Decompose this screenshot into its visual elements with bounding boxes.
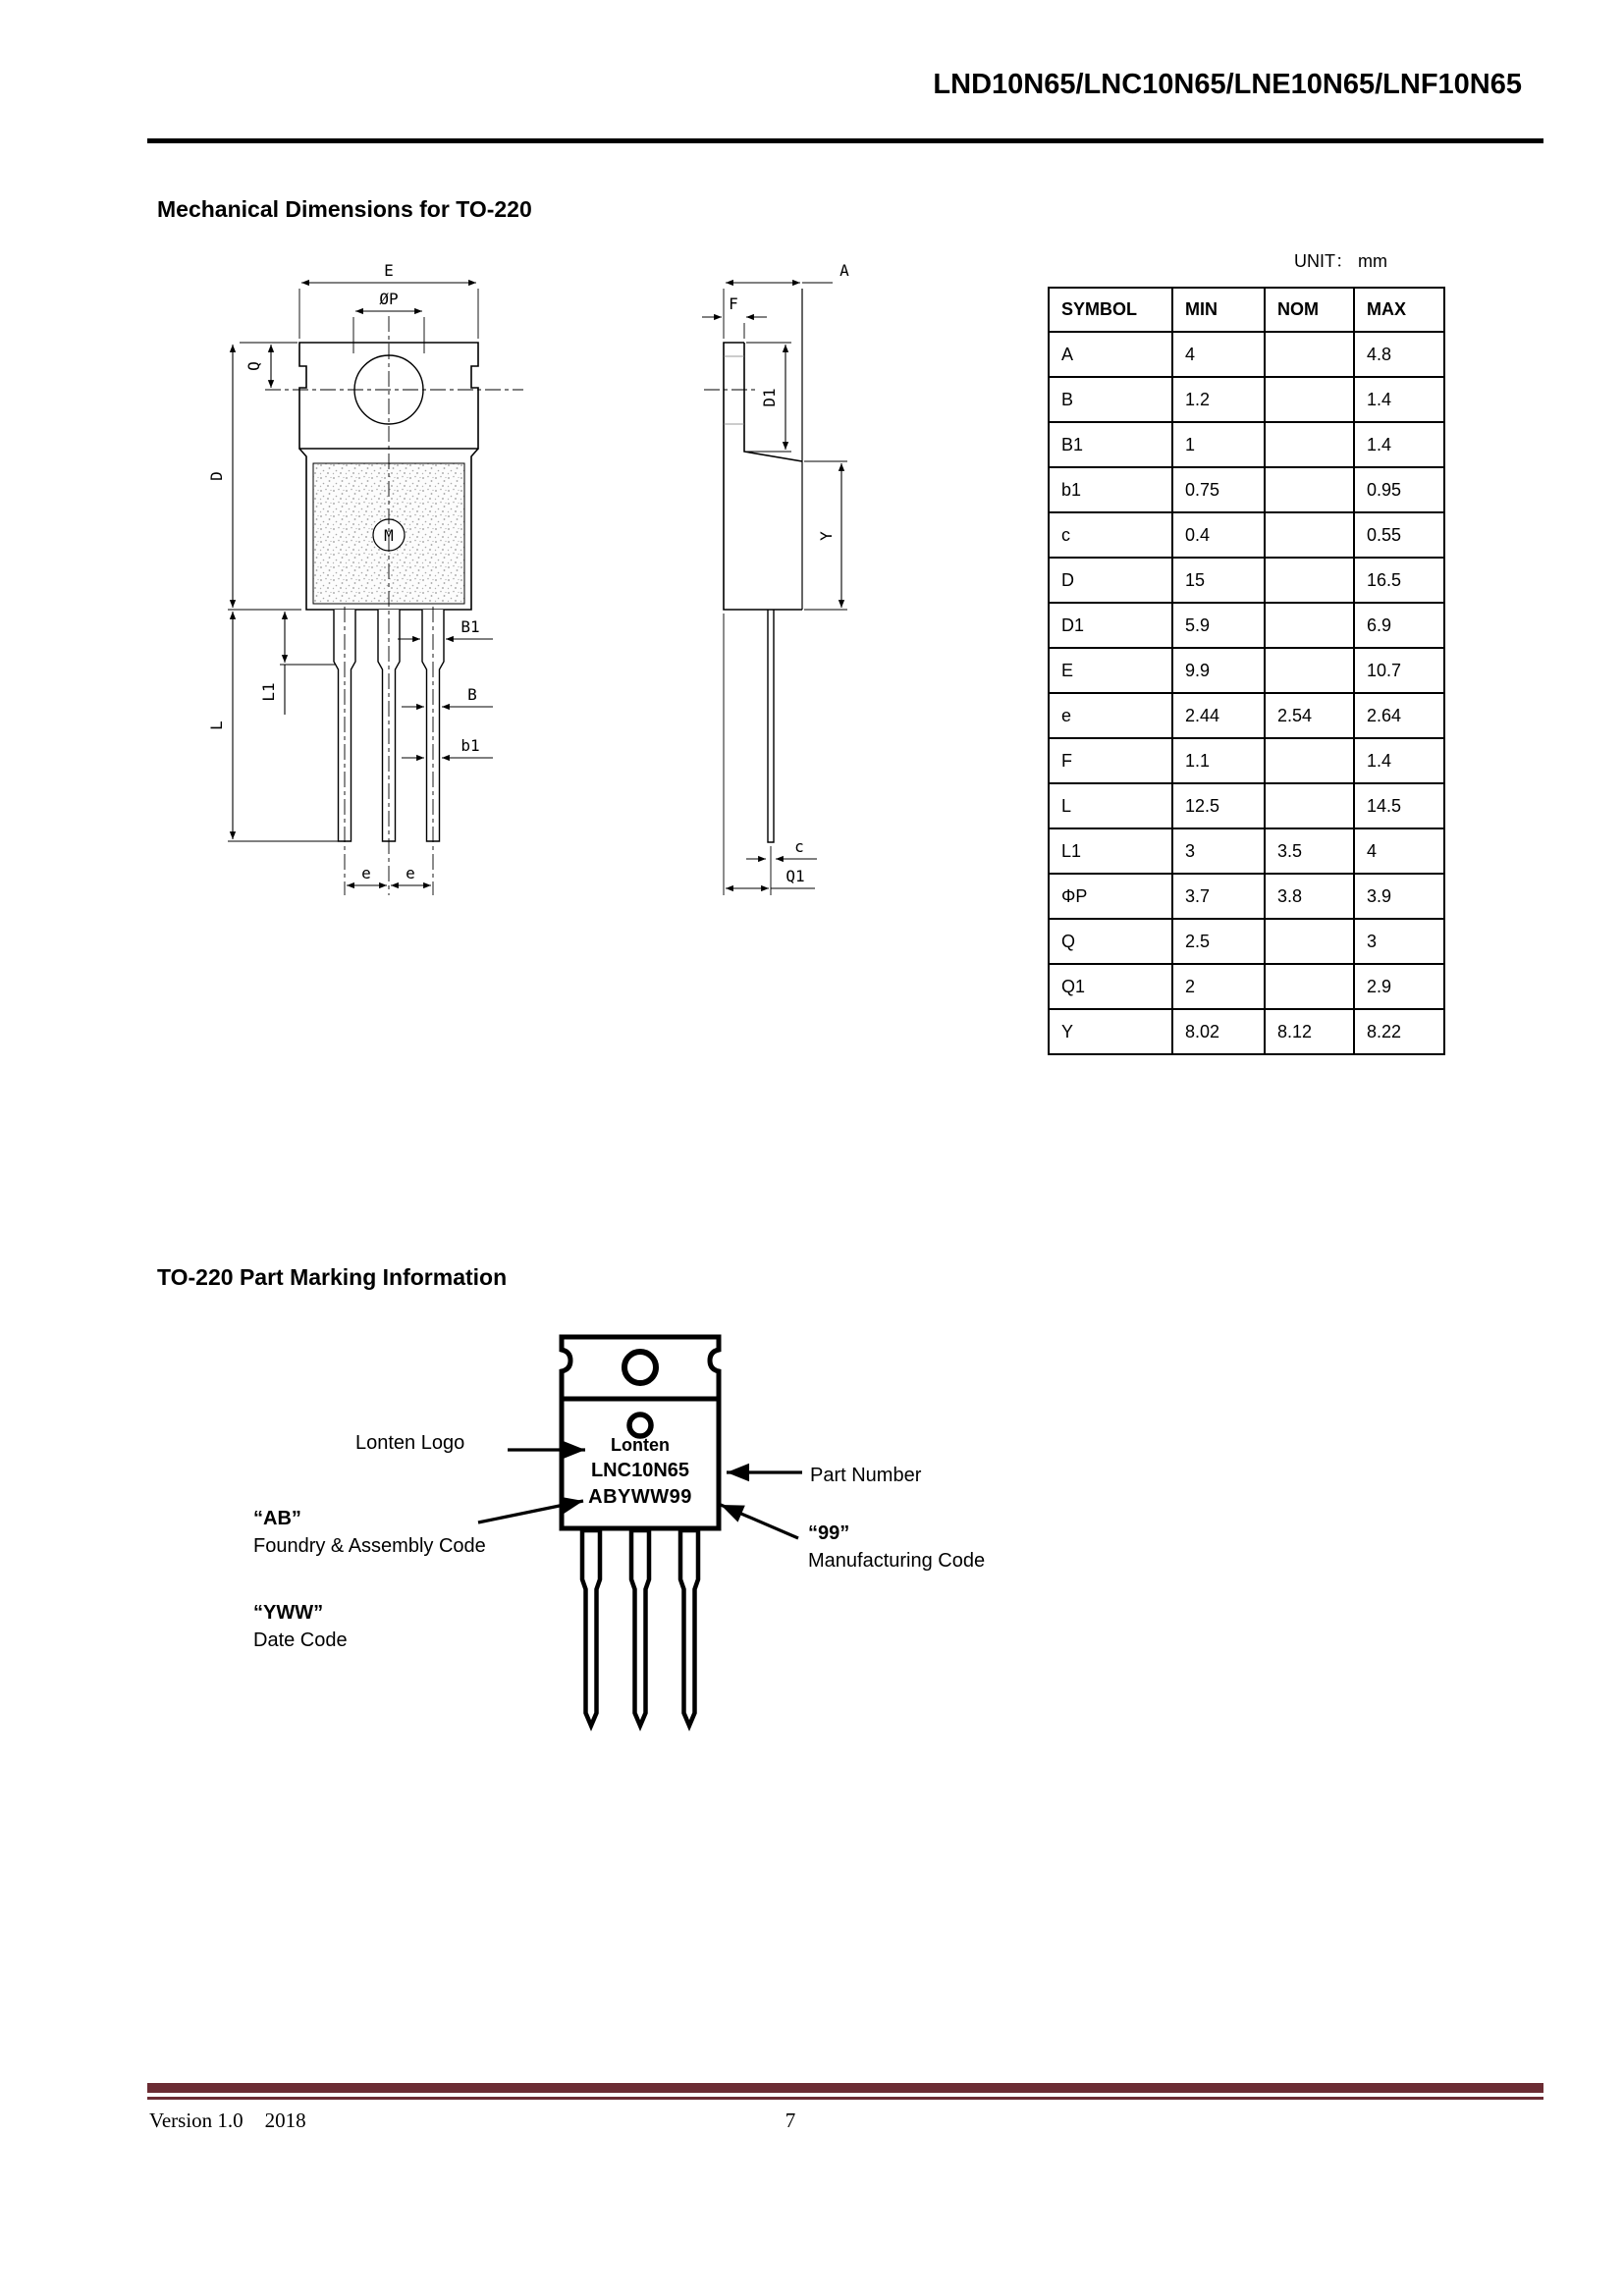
unit-label: UNIT： mm (1294, 251, 1387, 271)
value-cell: 2.54 (1265, 693, 1354, 738)
side-profile-back (724, 343, 802, 610)
value-cell: 8.12 (1265, 1009, 1354, 1054)
dim-label-L: L (207, 721, 226, 730)
col-header-symbol: SYMBOL (1049, 288, 1172, 332)
symbol-cell: ΦP (1049, 874, 1172, 919)
dim-label-Q: Q (244, 361, 263, 371)
value-cell (1265, 512, 1354, 558)
logo-callout-label: Lonten Logo (355, 1432, 465, 1454)
mold-mark-letter: M (384, 526, 394, 545)
footer-year-text: 2018 (264, 2109, 306, 2132)
dim-label-B: B (467, 685, 477, 704)
table-row (1049, 648, 1444, 693)
package-marking-text (562, 1432, 719, 1511)
mfg-code-text: “99” (808, 1522, 850, 1544)
date-code-text: “YWW” (253, 1602, 324, 1624)
value-cell: 9.9 (1172, 648, 1265, 693)
dim-label-E: E (384, 261, 394, 280)
value-cell (1265, 422, 1354, 467)
section-title-marking: TO-220 Part Marking Information (157, 1264, 508, 1290)
dim-label-D1: D1 (760, 388, 779, 407)
symbol-cell: Y (1049, 1009, 1172, 1054)
footer-version-text: Version 1.0 (149, 2109, 244, 2132)
symbol-cell: L (1049, 783, 1172, 828)
value-cell: 1.4 (1354, 377, 1444, 422)
symbol-cell: b1 (1049, 467, 1172, 512)
col-header-max: MAX (1354, 288, 1444, 332)
value-cell: 1.4 (1354, 738, 1444, 783)
table-row (1049, 828, 1444, 874)
symbol-cell: Q1 (1049, 964, 1172, 1009)
value-cell: 3 (1172, 828, 1265, 874)
symbol-cell: e (1049, 693, 1172, 738)
table-row (1049, 332, 1444, 377)
symbol-cell: Q (1049, 919, 1172, 964)
dimensions-table-body (1049, 332, 1444, 1054)
value-cell (1265, 738, 1354, 783)
value-cell (1265, 377, 1354, 422)
mfg-desc-text: Manufacturing Code (808, 1550, 986, 1572)
symbol-cell: c (1049, 512, 1172, 558)
symbol-cell: B (1049, 377, 1172, 422)
footer-rule-thin (147, 2097, 1543, 2100)
hole-hidden-lines (724, 356, 744, 424)
value-cell: 3 (1354, 919, 1444, 964)
table-row (1049, 964, 1444, 1009)
front-view-figure (191, 245, 663, 913)
col-header-nom: NOM (1265, 288, 1354, 332)
value-cell: 2.9 (1354, 964, 1444, 1009)
dim-label-Y: Y (817, 531, 836, 541)
header-rule (147, 138, 1543, 143)
value-cell: 2.44 (1172, 693, 1265, 738)
value-cell: 1.4 (1354, 422, 1444, 467)
value-cell: 10.7 (1354, 648, 1444, 693)
value-cell: 0.95 (1354, 467, 1444, 512)
value-cell: 4 (1172, 332, 1265, 377)
value-cell: 16.5 (1354, 558, 1444, 603)
value-cell: 3.7 (1172, 874, 1265, 919)
mfg-callout-arrow (721, 1505, 798, 1538)
value-cell: 1.2 (1172, 377, 1265, 422)
dim-label-e1: e (361, 864, 371, 882)
side-view-figure (677, 245, 913, 913)
value-cell (1265, 919, 1354, 964)
table-header-row (1049, 288, 1444, 332)
dim-label-F: F (729, 294, 738, 313)
part-number-text: LNC10N65 (590, 1460, 690, 1481)
symbol-cell: A (1049, 332, 1172, 377)
ab-code-text: “AB” (253, 1508, 301, 1529)
brand-text: Lonten (611, 1435, 670, 1455)
symbol-cell: F (1049, 738, 1172, 783)
date-callout-label (253, 1599, 348, 1654)
footer-page-number: 7 (785, 2109, 796, 2132)
dim-label-e2: e (406, 864, 415, 882)
table-row (1049, 512, 1444, 558)
table-row (1049, 422, 1444, 467)
dim-label-Q1: Q1 (785, 867, 805, 885)
value-cell: 2.5 (1172, 919, 1265, 964)
table-row (1049, 603, 1444, 648)
value-cell: 8.02 (1172, 1009, 1265, 1054)
table-row (1049, 783, 1444, 828)
value-cell: 2.64 (1354, 693, 1444, 738)
value-cell: 3.5 (1265, 828, 1354, 874)
table-row (1049, 467, 1444, 512)
ab-callout-label (253, 1505, 486, 1560)
dim-label-L1: L1 (259, 682, 278, 702)
table-row (1049, 738, 1444, 783)
marking-leads (582, 1530, 698, 1726)
dim-label-c: c (794, 837, 804, 856)
value-cell (1265, 332, 1354, 377)
table-row (1049, 874, 1444, 919)
value-cell (1265, 964, 1354, 1009)
page-title: LND10N65/LNC10N65/LNE10N65/LNF10N65 (933, 69, 1522, 100)
value-cell: 0.4 (1172, 512, 1265, 558)
side-lead (768, 610, 774, 842)
value-cell: 6.9 (1354, 603, 1444, 648)
value-cell: 14.5 (1354, 783, 1444, 828)
ab-desc-text: Foundry & Assembly Code (253, 1535, 486, 1557)
table-row (1049, 1009, 1444, 1054)
symbol-cell: E (1049, 648, 1172, 693)
dim-label-B1: B1 (460, 617, 480, 636)
value-cell (1265, 558, 1354, 603)
dim-label-phiP: ØP (379, 290, 399, 308)
value-cell: 12.5 (1172, 783, 1265, 828)
footer-version (149, 2109, 306, 2133)
value-cell (1265, 603, 1354, 648)
section-title-mechanical: Mechanical Dimensions for TO-220 (157, 196, 532, 222)
symbol-cell: D (1049, 558, 1172, 603)
dimensions-table (1048, 287, 1445, 1055)
value-cell: 0.55 (1354, 512, 1444, 558)
value-cell: 1.1 (1172, 738, 1265, 783)
value-cell: 1 (1172, 422, 1265, 467)
value-cell: 0.75 (1172, 467, 1265, 512)
marking-mounting-hole (624, 1352, 656, 1383)
value-cell: 8.22 (1354, 1009, 1444, 1054)
value-cell: 5.9 (1172, 603, 1265, 648)
value-cell: 2 (1172, 964, 1265, 1009)
value-cell (1265, 648, 1354, 693)
value-cell (1265, 467, 1354, 512)
table-row (1049, 693, 1444, 738)
table-row (1049, 377, 1444, 422)
dim-label-A: A (839, 261, 849, 280)
date-desc-text: Date Code (253, 1629, 348, 1651)
marking-code-text: ABYWW99 (588, 1486, 692, 1508)
symbol-cell: D1 (1049, 603, 1172, 648)
value-cell: 3.9 (1354, 874, 1444, 919)
value-cell: 4 (1354, 828, 1444, 874)
table-row (1049, 919, 1444, 964)
footer-rule-thick (147, 2083, 1543, 2093)
part-number-callout-label: Part Number (810, 1465, 922, 1486)
value-cell: 4.8 (1354, 332, 1444, 377)
dim-label-D: D (207, 471, 226, 481)
symbol-cell: L1 (1049, 828, 1172, 874)
dim-label-b1: b1 (460, 736, 480, 755)
value-cell (1265, 783, 1354, 828)
mfg-callout-label (808, 1520, 985, 1575)
table-row (1049, 558, 1444, 603)
symbol-cell: B1 (1049, 422, 1172, 467)
col-header-min: MIN (1172, 288, 1265, 332)
value-cell: 15 (1172, 558, 1265, 603)
value-cell: 3.8 (1265, 874, 1354, 919)
